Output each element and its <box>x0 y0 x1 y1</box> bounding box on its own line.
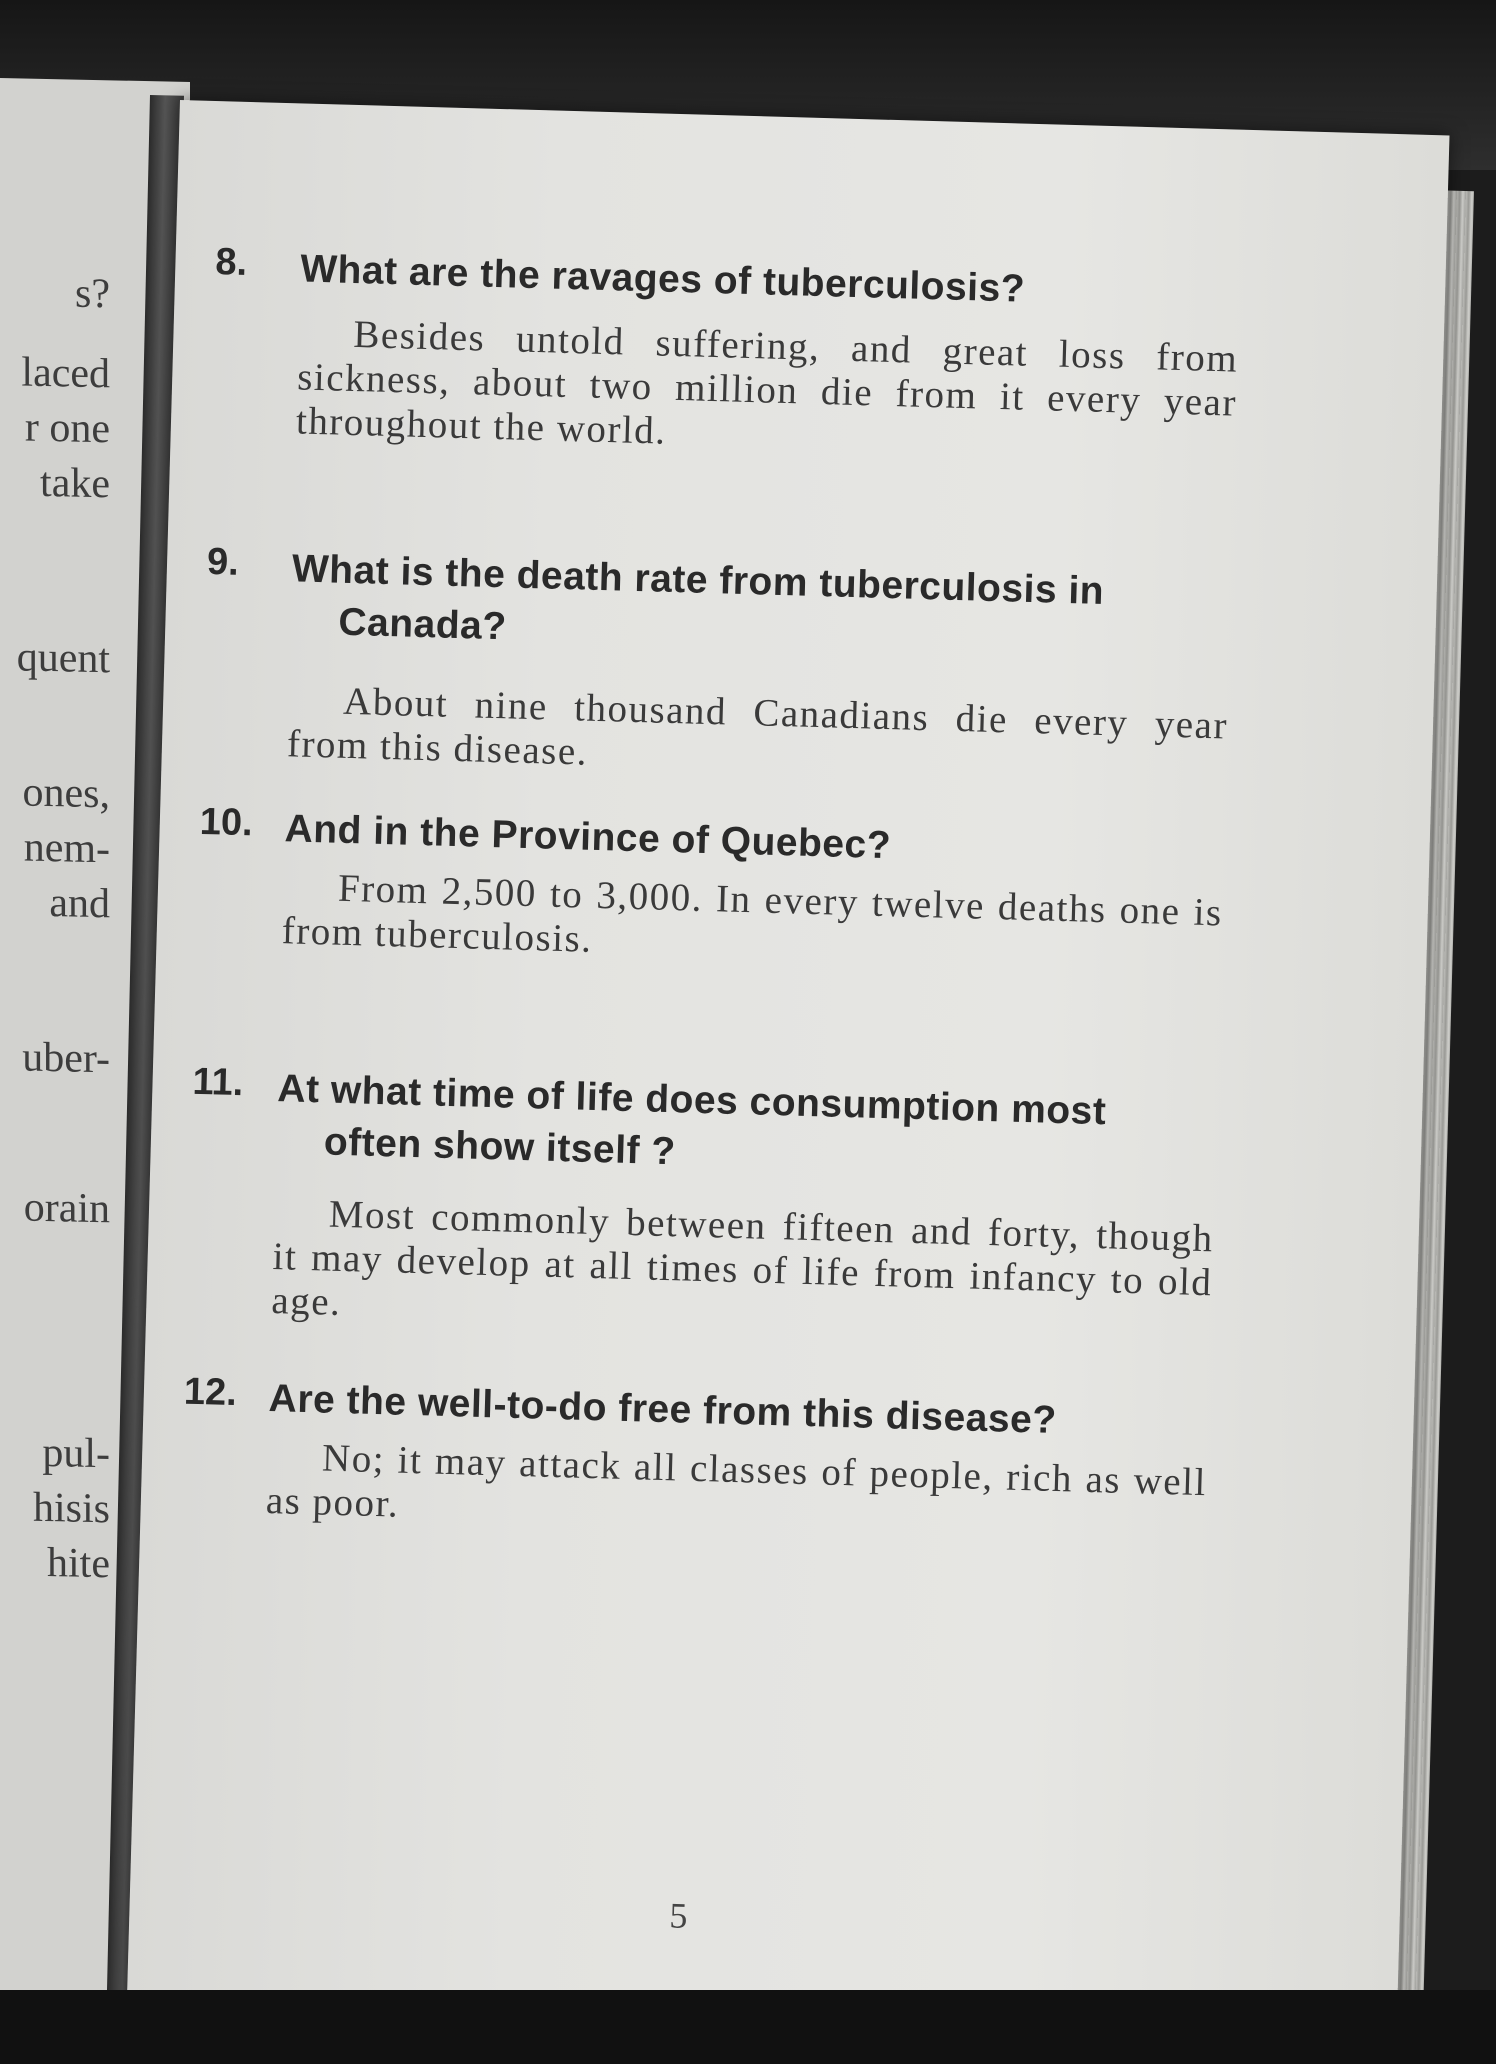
left-fragment: ones, <box>22 769 110 818</box>
question-line: What are the ravages of tuberculosis? <box>299 247 1026 311</box>
question-line: Canada? <box>337 600 508 649</box>
question-text <box>275 1063 1208 1193</box>
qa-item-12 <box>183 1370 1208 1526</box>
left-fragment: hite <box>47 1539 110 1588</box>
left-fragment: pul- <box>42 1429 110 1478</box>
question-line: What is the death rate from tuberculosis in <box>291 547 1105 613</box>
question-number: 10. <box>199 800 254 845</box>
answer-text: Most commonly between fifteen and forty, though it may develop at all times of life from infancy to old age. <box>270 1192 1215 1324</box>
qa-item-10 <box>199 800 1224 961</box>
question-text <box>290 543 1223 673</box>
qa-item-11 <box>192 1060 1215 1324</box>
qa-item-9 <box>206 540 1229 774</box>
left-fragment: nem- <box>23 824 110 873</box>
left-fragment: s? <box>75 270 110 318</box>
left-fragment: take <box>40 459 110 508</box>
answer-text: Besides untold suffering, and great loss from sickness, about two million die from it every year throughout the world. <box>295 312 1239 453</box>
left-fragment: hisis <box>32 1484 110 1533</box>
left-fragment: orain <box>23 1184 110 1233</box>
left-fragment: laced <box>21 349 110 398</box>
question-line: Are the well-to-do free from this disease? <box>268 1376 1058 1442</box>
question-number: 9. <box>206 540 240 584</box>
left-fragment: uber- <box>22 1034 110 1083</box>
page-content <box>183 241 1239 1936</box>
answer-text: From 2,500 to 3,000. In every twelve deaths one is from tuberculosis. <box>281 866 1224 961</box>
right-page <box>126 100 1449 2064</box>
page-number: 5 <box>668 1895 689 1936</box>
left-fragment: and <box>49 880 110 928</box>
question-number: 12. <box>183 1370 238 1415</box>
question-number: 8. <box>214 241 248 284</box>
question-line: At what time of life does consumption most <box>276 1067 1107 1134</box>
qa-item-8 <box>214 241 1239 453</box>
answer-text: No; it may attack all classes of people, rich as well as poor. <box>265 1436 1208 1526</box>
answer-text: About nine thousand Canadians die every year from this disease. <box>286 679 1229 774</box>
question-line: And in the Province of Quebec? <box>284 807 892 868</box>
question-text <box>300 243 1231 321</box>
question-line: often show itself ? <box>323 1120 677 1174</box>
left-fragment: r one <box>24 404 110 453</box>
bottom-shadow <box>0 1990 1496 2064</box>
left-fragment: quent <box>16 634 110 683</box>
question-number: 11. <box>192 1060 244 1105</box>
